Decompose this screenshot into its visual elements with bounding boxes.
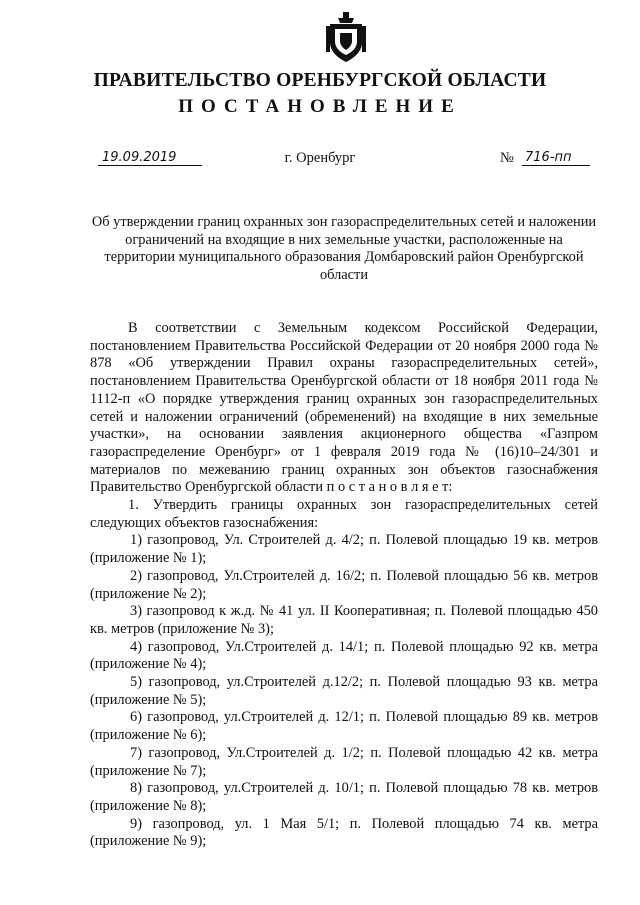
document-type-heading: ПОСТАНОВЛЕНИЕ bbox=[178, 96, 462, 117]
list-item: 2) газопровод, Ул.Строителей д. 16/2; п. Полевой площадью 56 кв. метров (приложение № 2); bbox=[90, 567, 598, 602]
list-item: 5) газопровод, ул.Строителей д.12/2; п. Полевой площадью 93 кв. метра (приложение № 5); bbox=[90, 674, 598, 708]
document-number-label: № bbox=[500, 150, 514, 166]
document-body bbox=[90, 320, 598, 851]
item-1-paragraph: 1. Утвердить границы охранных зон газораспределительных сетей следующих объектов газоснабжения: bbox=[90, 497, 598, 531]
document-subject: Об утверждении границ охранных зон газораспределительных сетей и наложении ограничений на входящие в них земельные участки, расположенные на территории муниципального образования Домбаровский район Оренбургской области bbox=[91, 214, 597, 283]
coat-of-arms-icon bbox=[326, 12, 366, 64]
list-item: 6) газопровод, ул.Строителей д. 12/1; п. Полевой площадью 89 кв. метров (приложение № 6); bbox=[90, 709, 598, 744]
list-item: 3) газопровод к ж.д. № 41 ул. II Кооперативная; п. Полевой площадью 450 кв. метров (приложение № 3); bbox=[90, 603, 598, 637]
list-item: 7) газопровод, Ул.Строителей д. 1/2; п. Полевой площадью 42 кв. метра (приложение № 7); bbox=[90, 744, 598, 779]
document-city: г. Оренбург bbox=[284, 150, 356, 166]
document-number: 716-пп bbox=[522, 150, 590, 166]
organization-title: ПРАВИТЕЛЬСТВО ОРЕНБУРГСКОЙ ОБЛАСТИ bbox=[93, 70, 547, 91]
preamble-paragraph: В соответствии с Земельным кодексом Российской Федерации, постановлением Правительства Российской Федерации от 20 ноября 2000 года № 878 «Об утверждении Правил охраны газораспределительных сетей», постановлением Правительства Оренбургской области от 18 ноября 2011 года № 1112-п «О порядке утверждения границ охранных зон газораспределительных сетей и наложении ограничений (обременений) на входящие в них земельные участки», на основании заявления акционерного общества «Газпром газораспределение Оренбург» от 1 февраля 2019 года № (16)10–24/301 и материалов по межеванию границ охранных зон объектов газоснабжения Правительство Оренбургской области п о с т а н о в л я е т: bbox=[90, 320, 598, 496]
list-item: 4) газопровод, Ул.Строителей д. 14/1; п. Полевой площадью 92 кв. метра (приложение № 4); bbox=[90, 638, 598, 673]
list-item: 9) газопровод, ул. 1 Мая 5/1; п. Полевой площадью 74 кв. метра (приложение № 9); bbox=[90, 815, 598, 850]
document-date: 19.09.2019 bbox=[98, 150, 202, 166]
list-item: 1) газопровод, Ул. Строителей д. 4/2; п. Полевой площадью 19 кв. метров (приложение № 1); bbox=[90, 532, 598, 567]
list-item: 8) газопровод, ул.Строителей д. 10/1; п. Полевой площадью 78 кв. метров (приложение № 8); bbox=[90, 780, 598, 814]
